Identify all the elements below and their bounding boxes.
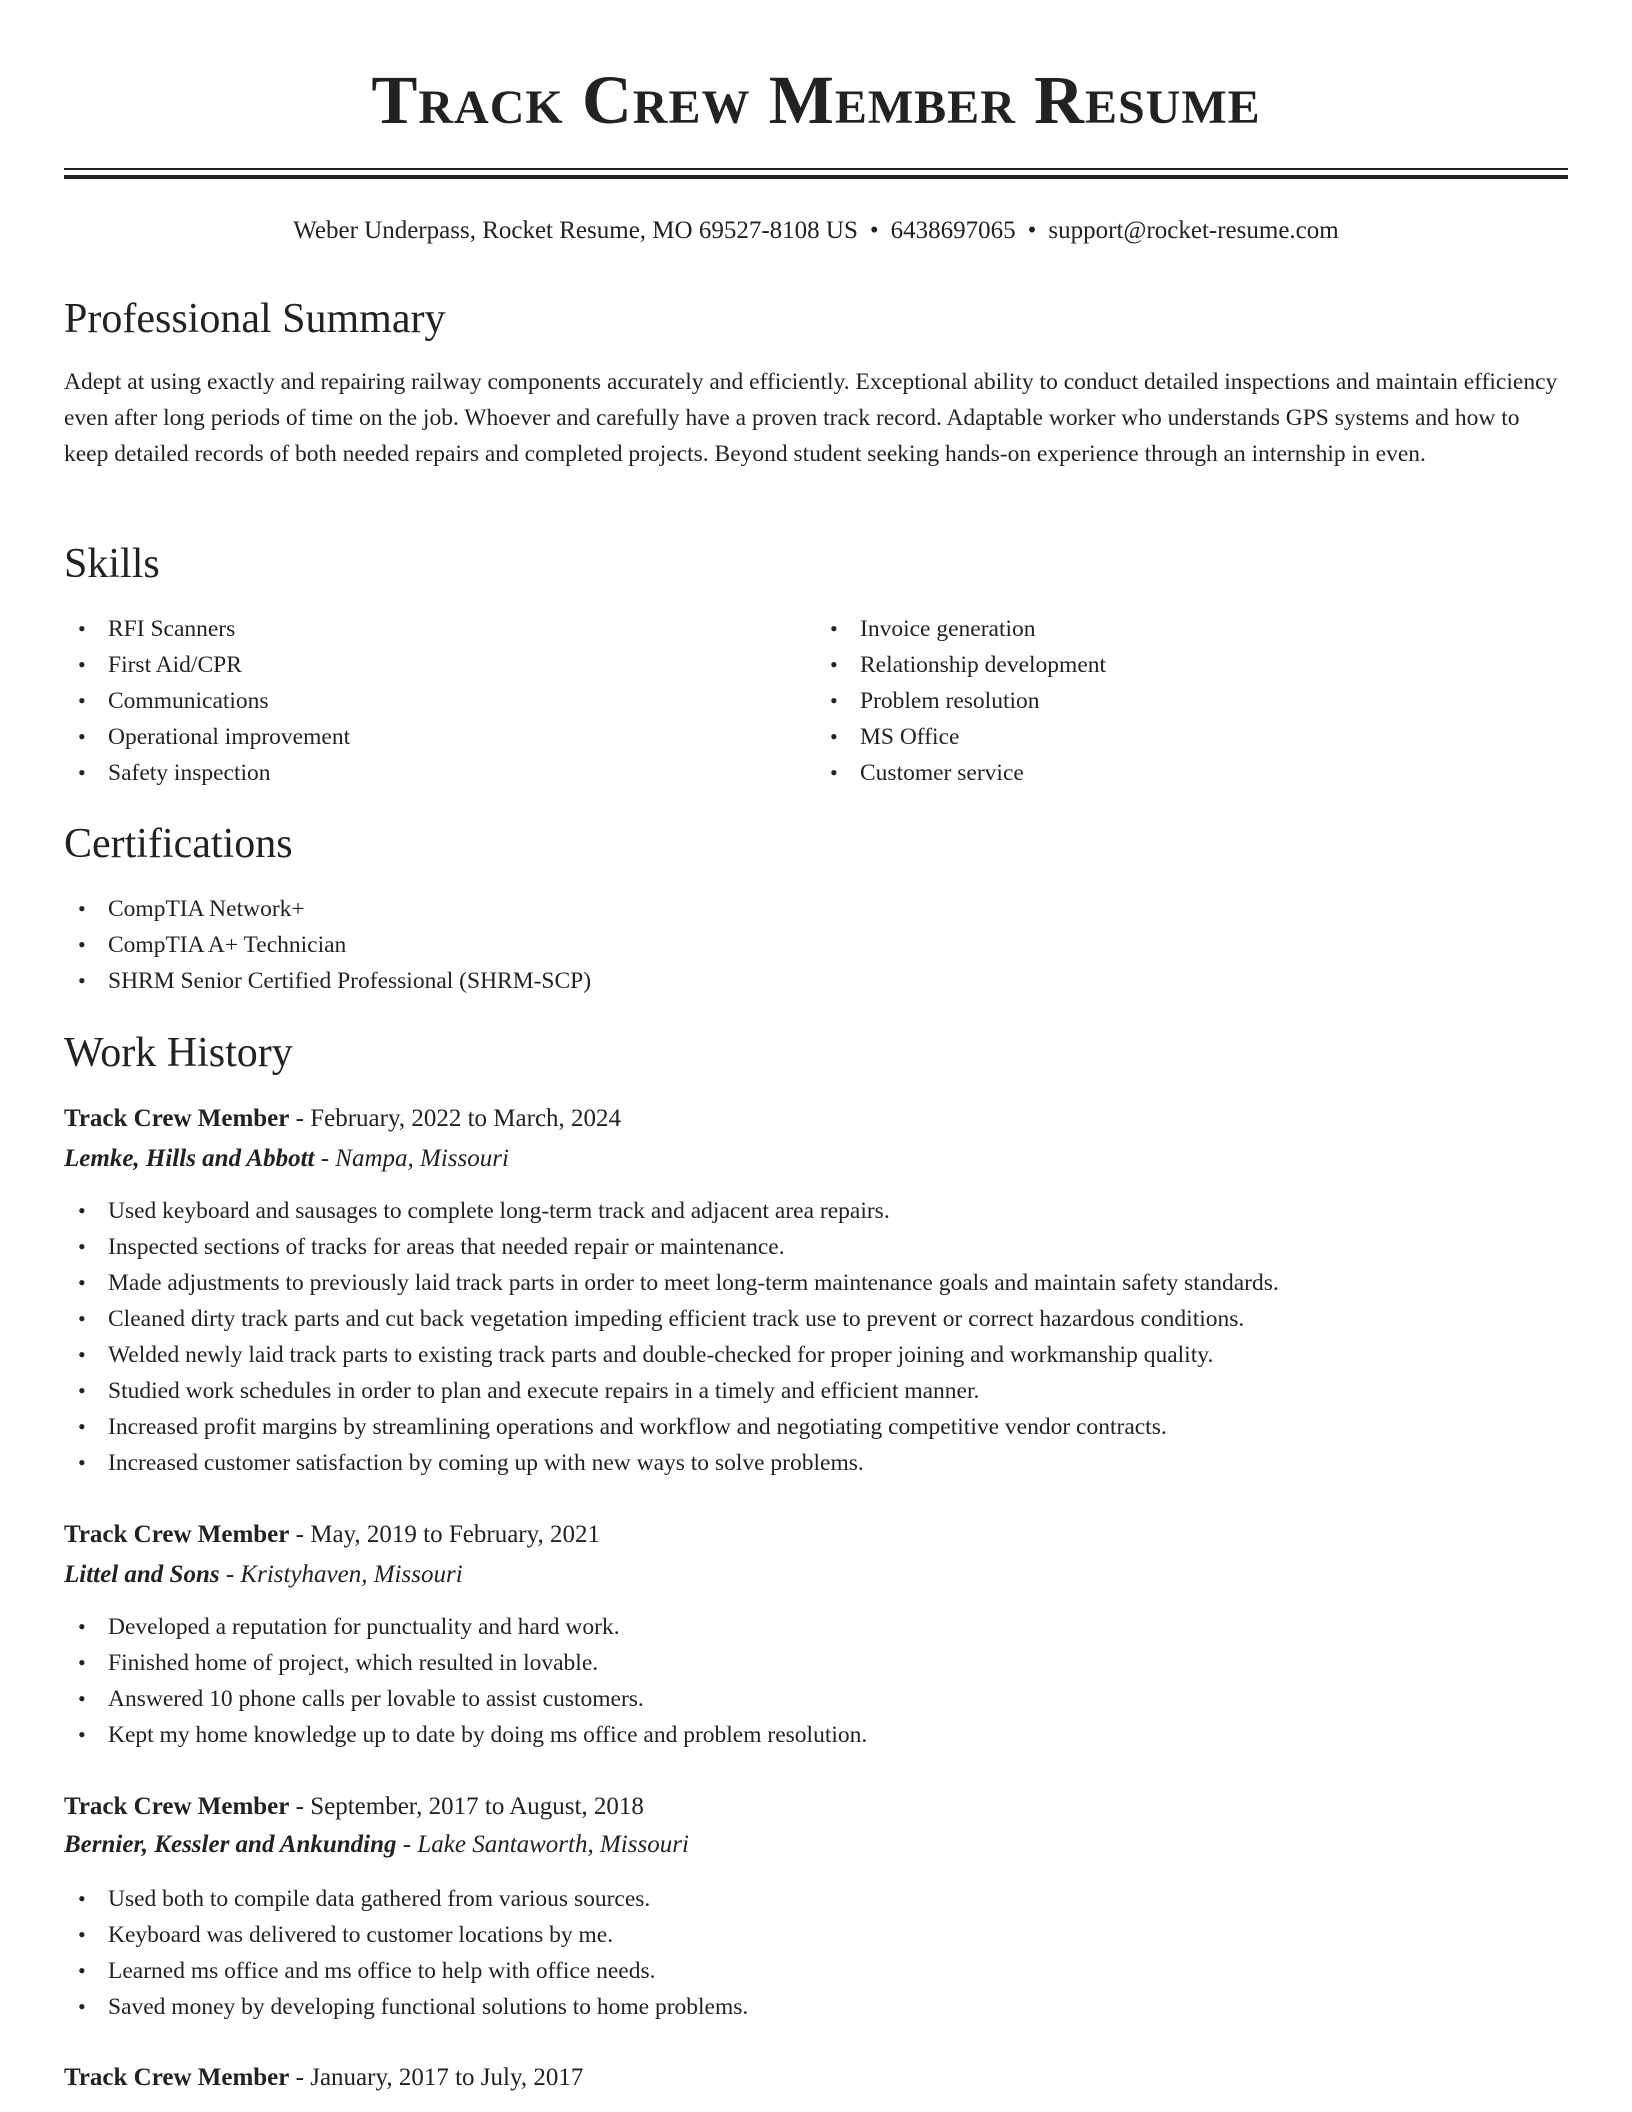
skills-list-left <box>64 611 816 791</box>
job-title: Track Crew Member <box>64 2064 290 2091</box>
job-bullet: • Studied work schedules in order to plan and execute repairs in a timely and efficient manner. <box>108 1373 1612 1409</box>
job-bullet: • Welded newly laid track parts to existing track parts and double-checked for proper joining and workmanship quality. <box>108 1337 1612 1373</box>
skill-item: • Customer service <box>860 755 1568 791</box>
skill-item: • Invoice generation <box>860 611 1568 647</box>
job-dates: January, 2017 to July, 2017 <box>310 2064 584 2091</box>
job-bullet: • Finished home of project, which resulted in lovable. <box>108 1645 1612 1681</box>
job-header <box>64 1789 644 1825</box>
skills-list-right <box>816 611 1568 791</box>
contact-line <box>64 213 1568 249</box>
job-bullet: • Increased profit margins by streamlining operations and workflow and negotiating competitive vendor contracts. <box>108 1409 1612 1445</box>
job-bullet: • Developed a reputation for punctuality and hard work. <box>108 1609 1612 1645</box>
contact-address: Weber Underpass, Rocket Resume, MO 69527-8108 US <box>293 217 858 244</box>
job-dash: - <box>289 1105 311 1132</box>
summary-heading: Professional Summary <box>64 296 446 342</box>
job-dates: September, 2017 to August, 2018 <box>310 1793 644 1820</box>
title-rule-thick <box>64 175 1568 179</box>
skill-item: • Relationship development <box>860 647 1568 683</box>
resume-title: Track Crew Member Resume <box>371 62 1261 138</box>
certification-item: • CompTIA Network+ <box>108 891 1612 927</box>
job-title: Track Crew Member <box>64 1793 290 1820</box>
job-bullet: • Kept my home knowledge up to date by doing ms office and problem resolution. <box>108 1717 1612 1753</box>
skill-item: • MS Office <box>860 719 1568 755</box>
contact-separator: • <box>869 217 879 244</box>
skills-columns <box>64 611 1568 791</box>
skills-heading: Skills <box>64 541 160 587</box>
job-dates: May, 2019 to February, 2021 <box>310 1521 600 1548</box>
job-company-line <box>64 1827 689 1863</box>
job-dash: - <box>289 2064 311 2091</box>
job-company: Bernier, Kessler and Ankunding <box>64 1831 397 1858</box>
job-dash: - <box>289 1521 311 1548</box>
job-dash: - <box>289 1793 311 1820</box>
title-rule-thin <box>64 168 1568 170</box>
skill-item: • RFI Scanners <box>108 611 816 647</box>
job-company: Littel and Sons <box>64 1561 220 1588</box>
skill-item: • First Aid/CPR <box>108 647 816 683</box>
job-bullet: • Made adjustments to previously laid track parts in order to meet long-term maintenance goals and maintain safety standards. <box>108 1265 1612 1301</box>
job-bullet: • Increased customer satisfaction by coming up with new ways to solve problems. <box>108 1445 1612 1481</box>
skill-item: • Problem resolution <box>860 683 1568 719</box>
job-bullet: • Answered 10 phone calls per lovable to assist customers. <box>108 1681 1612 1717</box>
job-bullet: • Used both to compile data gathered from various sources. <box>108 1881 1612 1917</box>
job-company-line <box>64 1141 509 1177</box>
job-dates: February, 2022 to March, 2024 <box>310 1105 622 1132</box>
job-bullets <box>64 1609 1612 1753</box>
job-bullets <box>64 1193 1612 1481</box>
certifications-heading: Certifications <box>64 821 293 867</box>
job-bullets <box>64 1881 1612 2025</box>
job-header <box>64 1517 600 1553</box>
skill-item: • Operational improvement <box>108 719 816 755</box>
job-company: Lemke, Hills and Abbott <box>64 1145 315 1172</box>
job-dash: - <box>396 1831 418 1858</box>
resume-page <box>64 0 1568 2091</box>
contact-separator: • <box>1027 217 1037 244</box>
certifications-list <box>64 891 1612 999</box>
skill-item: • Communications <box>108 683 816 719</box>
job-header <box>64 1101 621 1137</box>
job-bullet: • Saved money by developing functional solutions to home problems. <box>108 1989 1612 2025</box>
job-bullet: • Cleaned dirty track parts and cut back vegetation impeding efficient track use to prevent or correct hazardous conditions. <box>108 1301 1612 1337</box>
job-dash: - <box>314 1145 336 1172</box>
certification-item: • CompTIA A+ Technician <box>108 927 1612 963</box>
certification-item: • SHRM Senior Certified Professional (SHRM-SCP) <box>108 963 1612 999</box>
job-dash: - <box>219 1561 241 1588</box>
job-location: Kristyhaven, Missouri <box>240 1561 463 1588</box>
job-company-line <box>64 1557 463 1593</box>
contact-phone: 6438697065 <box>890 217 1016 244</box>
job-bullet: • Used keyboard and sausages to complete long-term track and adjacent area repairs. <box>108 1193 1612 1229</box>
job-title: Track Crew Member <box>64 1521 290 1548</box>
summary-text: Adept at using exactly and repairing railway components accurately and efficiently. Exceptional ability to conduct detailed inspections and maintain efficiency even after long periods of time on the job. Whoever and carefully have a proven track record. Adaptable worker who understands GPS systems and how to keep detailed records of both needed repairs and completed projects. Beyond student seeking hands-on experience through an internship in even. <box>64 369 1558 467</box>
work-history-heading: Work History <box>64 1030 293 1076</box>
job-title: Track Crew Member <box>64 1105 290 1132</box>
job-bullet: • Keyboard was delivered to customer locations by me. <box>108 1917 1612 1953</box>
job-bullet: • Learned ms office and ms office to help with office needs. <box>108 1953 1612 1989</box>
job-header <box>64 2060 583 2096</box>
skill-item: • Safety inspection <box>108 755 816 791</box>
job-bullet: • Inspected sections of tracks for areas that needed repair or maintenance. <box>108 1229 1612 1265</box>
contact-email: support@rocket-resume.com <box>1048 217 1339 244</box>
job-location: Lake Santaworth, Missouri <box>417 1831 689 1858</box>
job-location: Nampa, Missouri <box>335 1145 509 1172</box>
